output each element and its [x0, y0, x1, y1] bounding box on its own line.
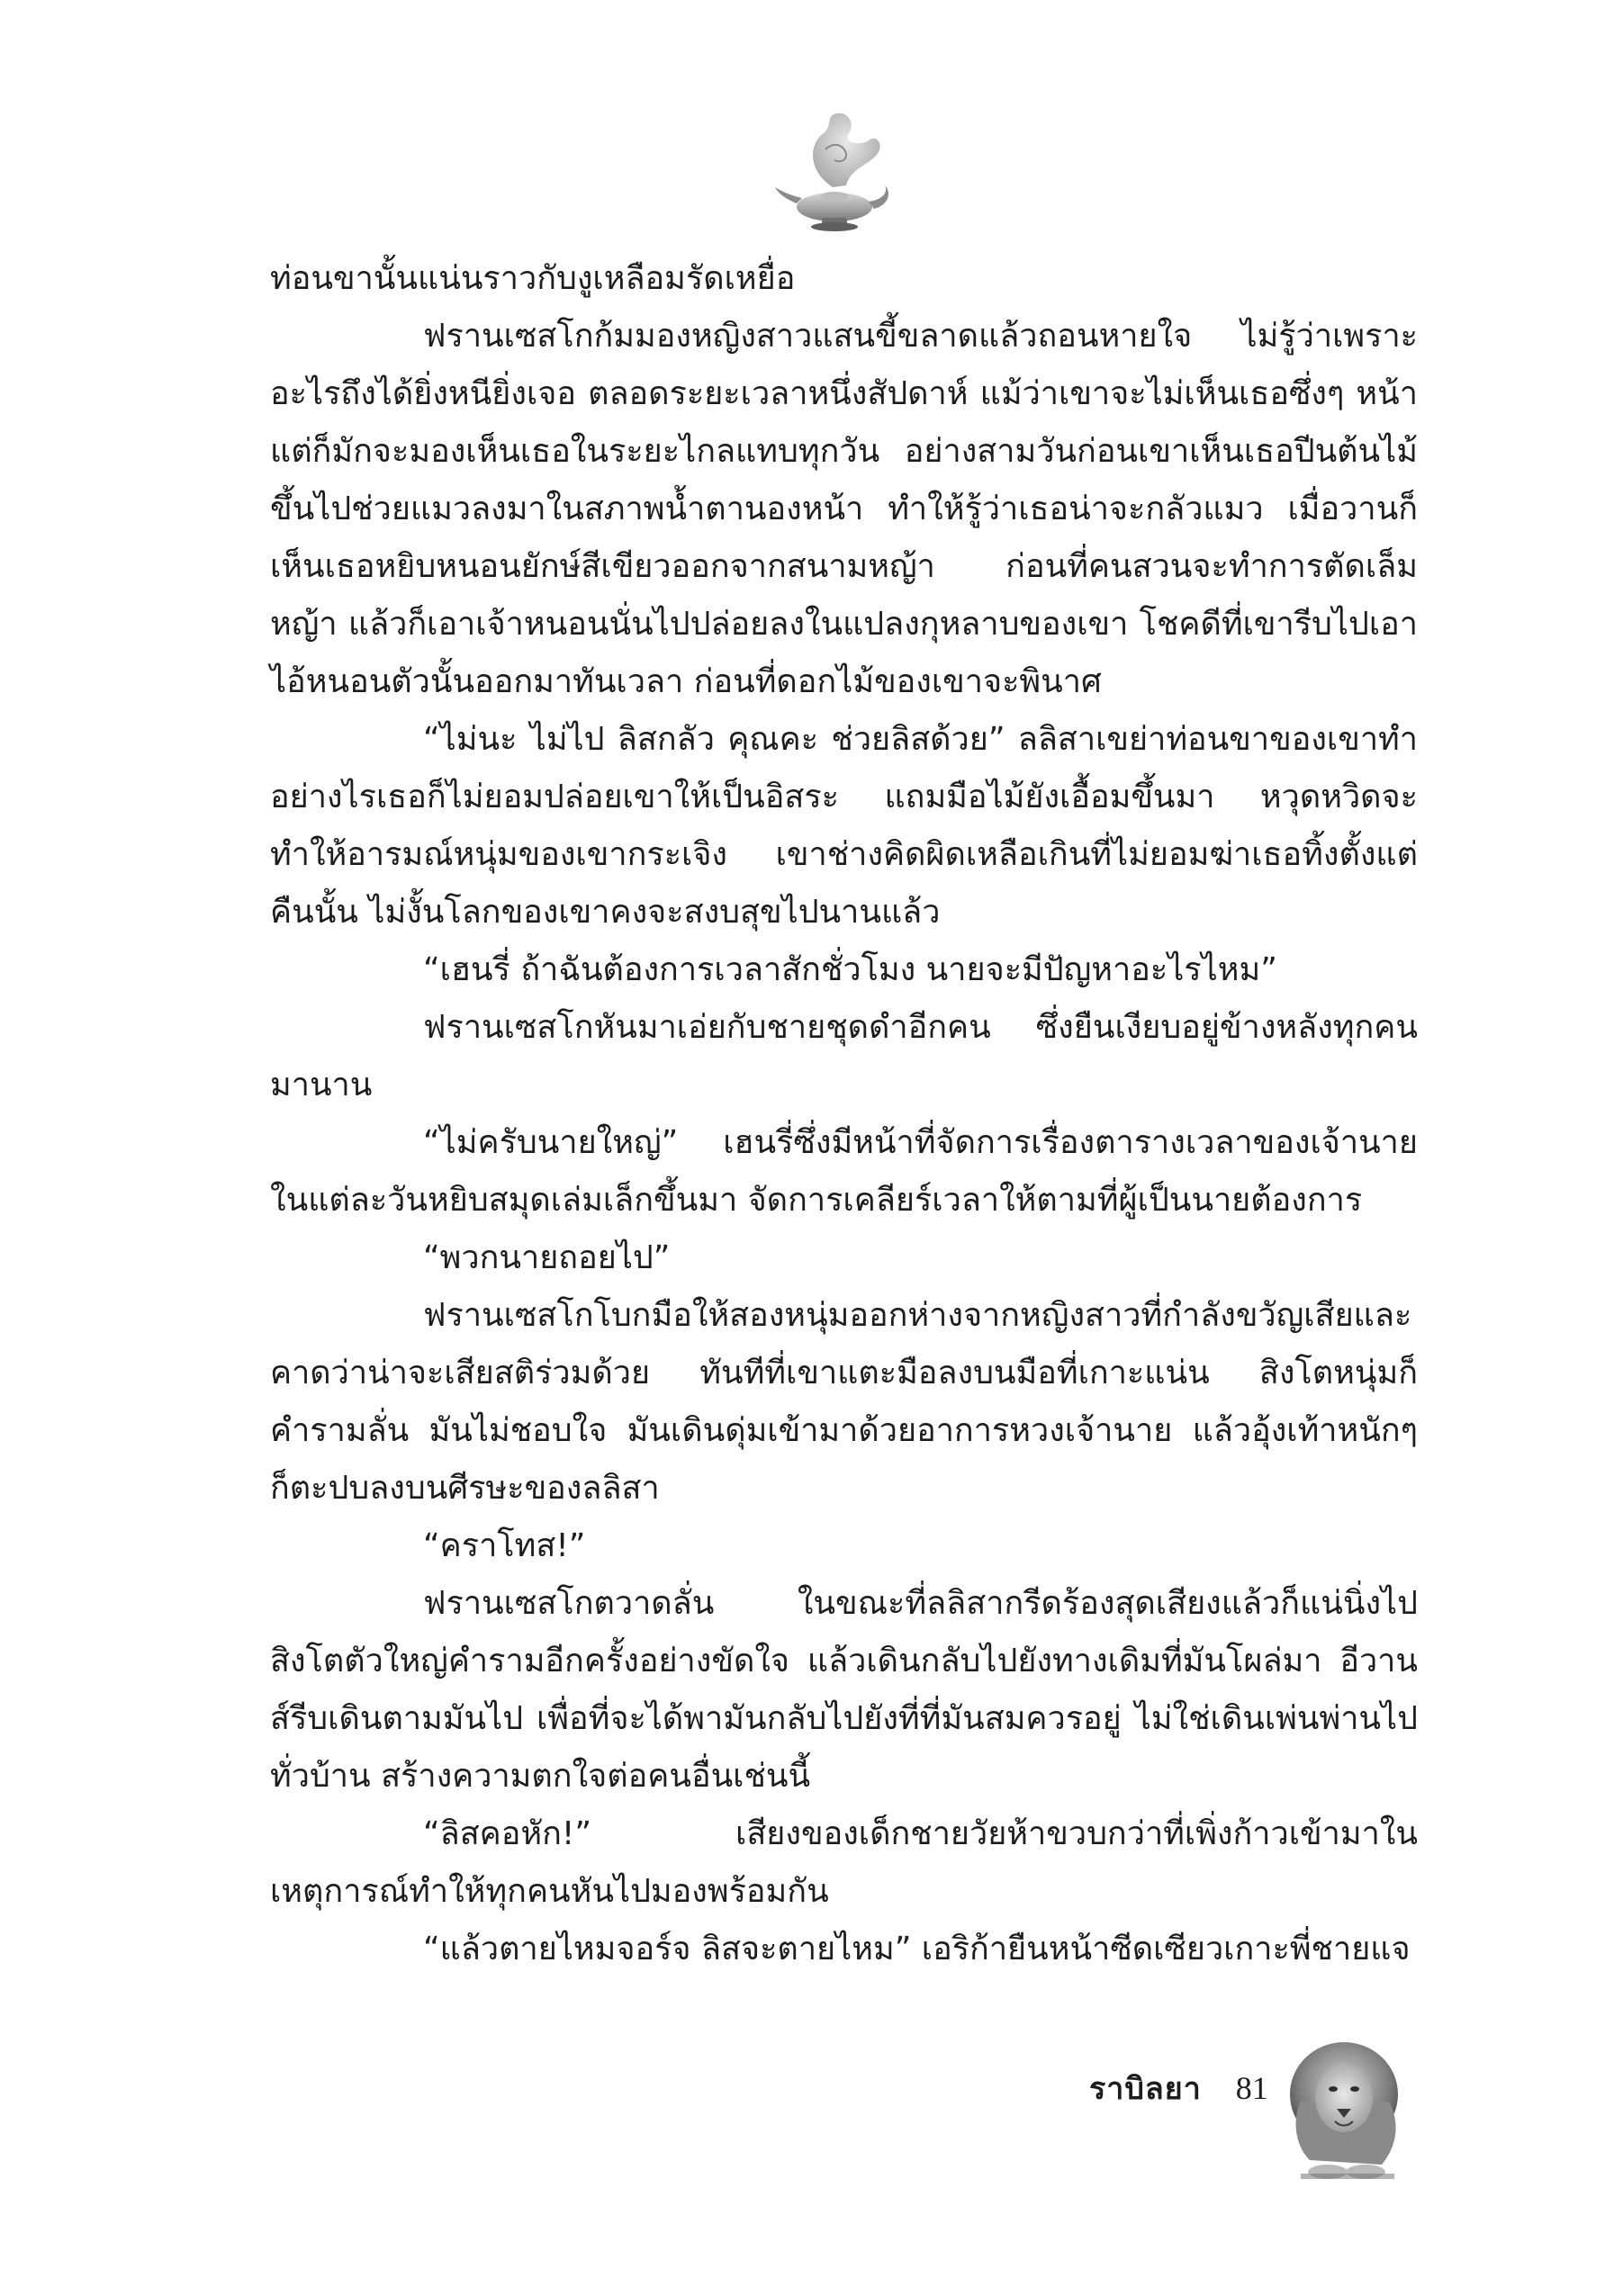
paragraph-1: ท่อนขานั้นแน่นราวกับงูเหลือมรัดเหยื่อ [270, 260, 796, 297]
book-title: ราบิลยา [1089, 2071, 1202, 2107]
paragraph-9: “คราโทส!” [423, 1527, 586, 1564]
paragraph-12: “แล้วตายไหมจอร์จ ลิสจะตายไหม” เอริก้ายืนหน้าซีดเซียวเกาะพี่ชายแจ [423, 1931, 1411, 1967]
paragraph-7: “พวกนายถอยไป” [423, 1239, 671, 1276]
paragraph-6: “ไม่ครับนายใหญ่” เฮนรี่ซึ่งมีหน้าที่จัดการเรื่องตารางเวลาของเจ้านายในแต่ละวันหยิบสมุดเล่มเล็กขึ้นมา จัดการเคลียร์เวลาให้ตามที่ผู้เป็นนายต้องการ [270, 1124, 1418, 1219]
paragraph-2: ฟรานเซสโกก้มมองหญิงสาวแสนขี้ขลาดแล้วถอนหายใจ ไม่รู้ว่าเพราะอะไรถึงได้ยิ่งหนียิ่งเจอ ตลอดระยะเวลาหนึ่งสัปดาห์ แม้ว่าเขาจะไม่เห็นเธอซึ่งๆ หน้า แต่ก็มักจะมองเห็นเธอในระยะไกลแทบทุกวัน อย่างสามวันก่อนเขาเห็นเธอปีนต้นไม้ขึ้นไปช่วยแมวลงมาในสภาพน้ำตานองหน้า ทำให้รู้ว่าเธอน่าจะกลัวแมว เมื่อวานก็เห็นเธอหยิบหนอนยักษ์สีเขียวออกจากสนามหญ้า ก่อนที่คนสวนจะทำการตัดเล็มหญ้า แล้วก็เอาเจ้าหนอนนั่นไปปล่อยลงในแปลงกุหลาบของเขา โชคดีที่เขารีบไปเอาไอ้หนอนตัวนั้นออกมาทันเวลา ก่อนที่ดอกไม้ของเขาจะพินาศ [270, 318, 1418, 700]
paragraph-11: “ลิสคอหัก!” เสียงของเด็กชายวัยห้าขวบกว่าที่เพิ่งก้าวเข้ามาในเหตุการณ์ทำให้ทุกคนหันไปมองพร้อมกัน [270, 1815, 1418, 1910]
lion-icon [1283, 2039, 1409, 2183]
paragraph-8: ฟรานเซสโกโบกมือให้สองหนุ่มออกห่างจากหญิงสาวที่กำลังขวัญเสียและคาดว่าน่าจะเสียสติร่วมด้วย ทันทีที่เขาแตะมือลงบนมือที่เกาะแน่น สิงโตหนุ่มก็คำรามลั่น มันไม่ชอบใจ มันเดินดุ่มเข้ามาด้วยอาการหวงเจ้านาย แล้วอุ้งเท้าหนักๆ ก็ตะปบลงบนศีรษะของลลิสา [270, 1297, 1418, 1507]
genie-lamp-icon [770, 106, 905, 241]
body-text [270, 250, 1418, 1978]
paragraph-4: “เฮนรี่ ถ้าฉันต้องการเวลาสักชั่วโมง นายจะมีปัญหาอะไรไหม” [423, 951, 1277, 988]
paragraph-10: ฟรานเซสโกตวาดลั่น ในขณะที่ลลิสากรีดร้องสุดเสียงแล้วก็แน่นิ่งไปสิงโตตัวใหญ่คำรามอีกครั้งอย่างขัดใจ แล้วเดินกลับไปยังทางเดิมที่มันโผล่มา อีวานส์รีบเดินตามมันไป เพื่อที่จะได้พามันกลับไปยังที่ที่มันสมควรอยู่ ไม่ใช่เดินเพ่นพ่านไปทั่วบ้าน สร้างความตกใจต่อคนอื่นเช่นนี้ [270, 1585, 1418, 1795]
paragraph-3: “ไม่นะ ไม่ไป ลิสกลัว คุณคะ ช่วยลิสด้วย” ลลิสาเขย่าท่อนขาของเขาทำอย่างไรเธอก็ไม่ยอมปล่อยเขาให้เป็นอิสระ แถมมือไม้ยังเอื้อมขึ้นมา หวุดหวิดจะทำให้อารมณ์หนุ่มของเขากระเจิง เขาช่างคิดผิดเหลือเกินที่ไม่ยอมฆ่าเธอทิ้งตั้งแต่คืนนั้น ไม่งั้นโลกของเขาคงจะสงบสุขไปนานแล้ว [270, 721, 1418, 931]
page-number: 81 [1235, 2070, 1268, 2106]
paragraph-5: ฟรานเซสโกหันมาเอ่ยกับชายชุดดำอีกคน ซึ่งยืนเงียบอยู่ข้างหลังทุกคนมานาน [270, 1009, 1418, 1103]
page-footer [1089, 2061, 1268, 2115]
